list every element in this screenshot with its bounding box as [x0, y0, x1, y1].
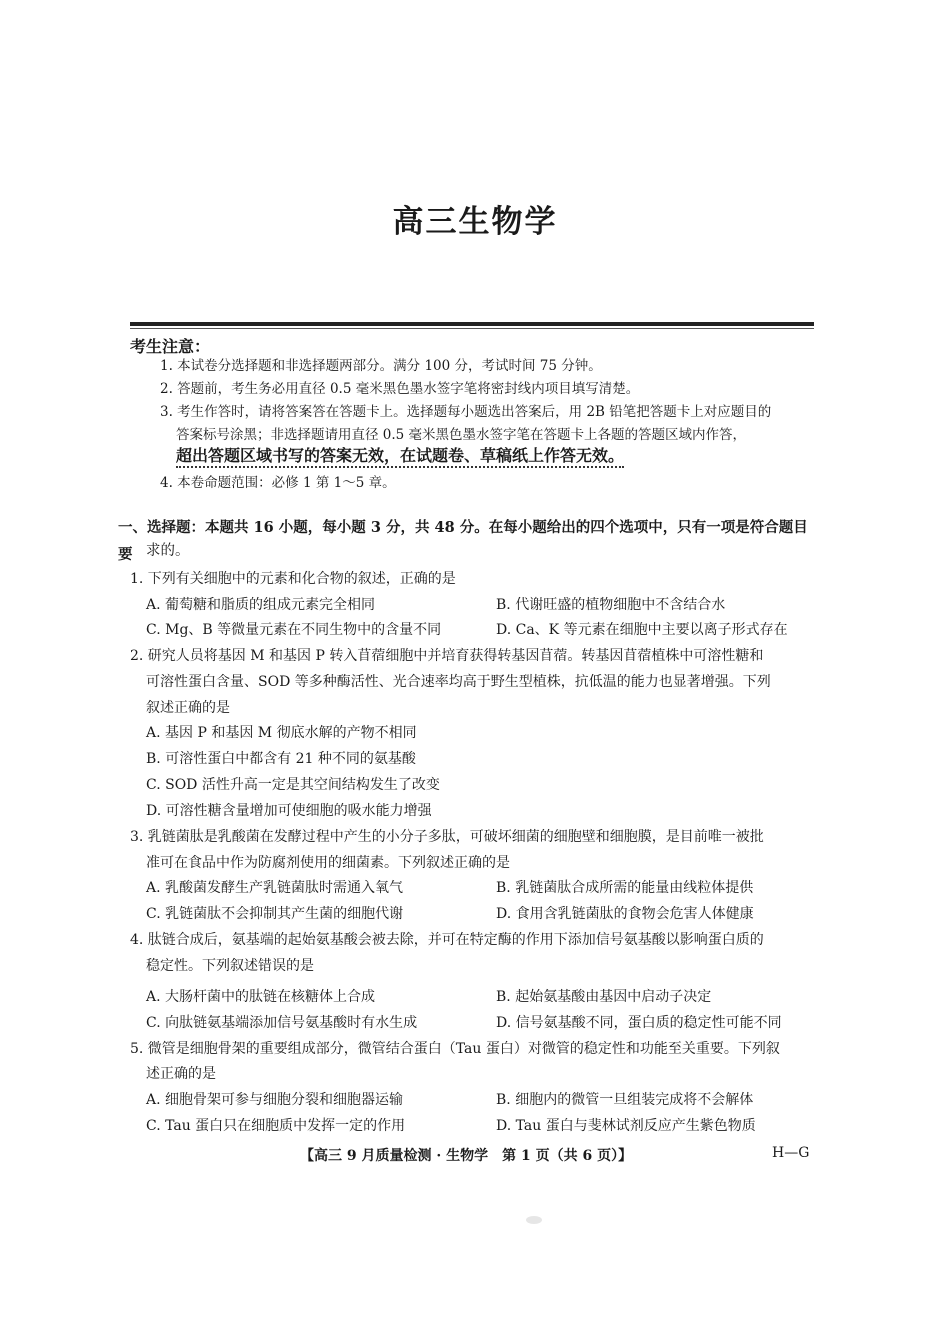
q3-option-c: C. 乳链菌肽不会抑制其产生菌的细胞代谢 — [146, 906, 404, 922]
q2-stem-line3: 叙述正确的是 — [146, 700, 230, 716]
notice-item-2: 2. 答题前，考生务必用直径 0.5 毫米黑色墨水签字笔将密封线内项目填写清楚。 — [160, 381, 640, 397]
scan-mark — [526, 1216, 542, 1224]
header-rule-thin — [130, 328, 814, 329]
q5-stem-line1: 5. 微管是细胞骨架的重要组成部分，微管结合蛋白（Tau 蛋白）对微管的稳定性和功能至关重要。下列叙 — [130, 1041, 780, 1057]
q4-option-a: A. 大肠杆菌中的肽链在核糖体上合成 — [146, 989, 376, 1005]
notice-item-3: 3. 考生作答时，请将答案答在答题卡上。选择题每小题选出答案后，用 2B 铅笔把答题卡上对应题目的 — [160, 404, 772, 420]
notice-heading: 考生注意： — [130, 337, 211, 356]
q1-option-d: D. Ca、K 等元素在细胞中主要以离子形式存在 — [496, 622, 788, 638]
q1-stem: 1. 下列有关细胞中的元素和化合物的叙述，正确的是 — [130, 571, 456, 587]
q5-stem-line2: 述正确的是 — [146, 1066, 216, 1082]
notice-item-3-emphasis — [176, 447, 836, 465]
section-heading-cont: 求的。 — [146, 543, 190, 559]
notice-item-3-cont: 答案标号涂黑；非选择题请用直径 0.5 毫米黑色墨水签字笔在答题卡上各题的答题区域内作答， — [176, 427, 747, 443]
q1-option-c: C. Mg、B 等微量元素在不同生物中的含量不同 — [146, 622, 442, 638]
q2-option-a: A. 基因 P 和基因 M 彻底水解的产物不相同 — [146, 725, 417, 741]
q5-option-a: A. 细胞骨架可参与细胞分裂和细胞器运输 — [146, 1092, 404, 1108]
q2-stem-line1: 2. 研究人员将基因 M 和基因 P 转入苜蓿细胞中并培育获得转基因苜蓿。转基因苜蓿植株中可溶性糖和 — [130, 648, 764, 664]
section-heading: 一、选择题：本题共 16 小题，每小题 3 分，共 48 分。在每小题给出的四个选项中，只有一项是符合题目要 — [118, 519, 808, 563]
q4-option-d: D. 信号氨基酸不同，蛋白质的稳定性可能不同 — [496, 1015, 782, 1031]
q5-option-c: C. Tau 蛋白只在细胞质中发挥一定的作用 — [146, 1118, 406, 1134]
q1-option-b: B. 代谢旺盛的植物细胞中不含结合水 — [496, 597, 726, 613]
page-title: 高三生物学 — [392, 204, 558, 240]
q3-option-b: B. 乳链菌肽合成所需的能量由线粒体提供 — [496, 880, 754, 896]
q2-stem-line2: 可溶性蛋白含量、SOD 等多种酶活性、光合速率均高于野生型植株，抗低温的能力也显著增强。下列 — [146, 674, 771, 690]
header-rule — [130, 322, 814, 326]
q3-option-a: A. 乳酸菌发酵生产乳链菌肽时需通入氧气 — [146, 880, 404, 896]
q2-option-d: D. 可溶性糖含量增加可使细胞的吸水能力增强 — [146, 803, 432, 819]
q4-stem-line2: 稳定性。下列叙述错误的是 — [146, 958, 314, 974]
q5-option-b: B. 细胞内的微管一旦组装完成将不会解体 — [496, 1092, 754, 1108]
q2-option-c: C. SOD 活性升高一定是其空间结构发生了改变 — [146, 777, 440, 793]
q1-option-a: A. 葡萄糖和脂质的组成元素完全相同 — [146, 597, 376, 613]
notice-item-4: 4. 本卷命题范围：必修 1 第 1～5 章。 — [160, 475, 396, 491]
q5-option-d: D. Tau 蛋白与斐林试剂反应产生紫色物质 — [496, 1118, 756, 1134]
q4-stem-line1: 4. 肽链合成后，氨基端的起始氨基酸会被去除，并可在特定酶的作用下添加信号氨基酸以影响蛋白质的 — [130, 932, 764, 948]
q2-option-b: B. 可溶性蛋白中都含有 21 种不同的氨基酸 — [146, 751, 416, 767]
q3-stem-line2: 准可在食品中作为防腐剂使用的细菌素。下列叙述正确的是 — [146, 855, 510, 871]
q3-stem-line1: 3. 乳链菌肽是乳酸菌在发酵过程中产生的小分子多肽，可破坏细菌的细胞壁和细胞膜，是目前唯一被批 — [130, 829, 764, 845]
q4-option-b: B. 起始氨基酸由基因中启动子决定 — [496, 989, 712, 1005]
notice-emphasis-text: 超出答题区域书写的答案无效，在试题卷、草稿纸上作答无效。 — [176, 446, 624, 468]
exam-code: H—G — [772, 1145, 810, 1161]
q4-option-c: C. 向肽链氨基端添加信号氨基酸时有水生成 — [146, 1015, 418, 1031]
q3-option-d: D. 食用含乳链菌肽的食物会危害人体健康 — [496, 906, 754, 922]
page-footer: 【高三 9 月质量检测 · 生物学 第 1 页（共 6 页）】 — [300, 1148, 633, 1164]
notice-item-1: 1. 本试卷分选择题和非选择题两部分。满分 100 分，考试时间 75 分钟。 — [160, 358, 602, 374]
